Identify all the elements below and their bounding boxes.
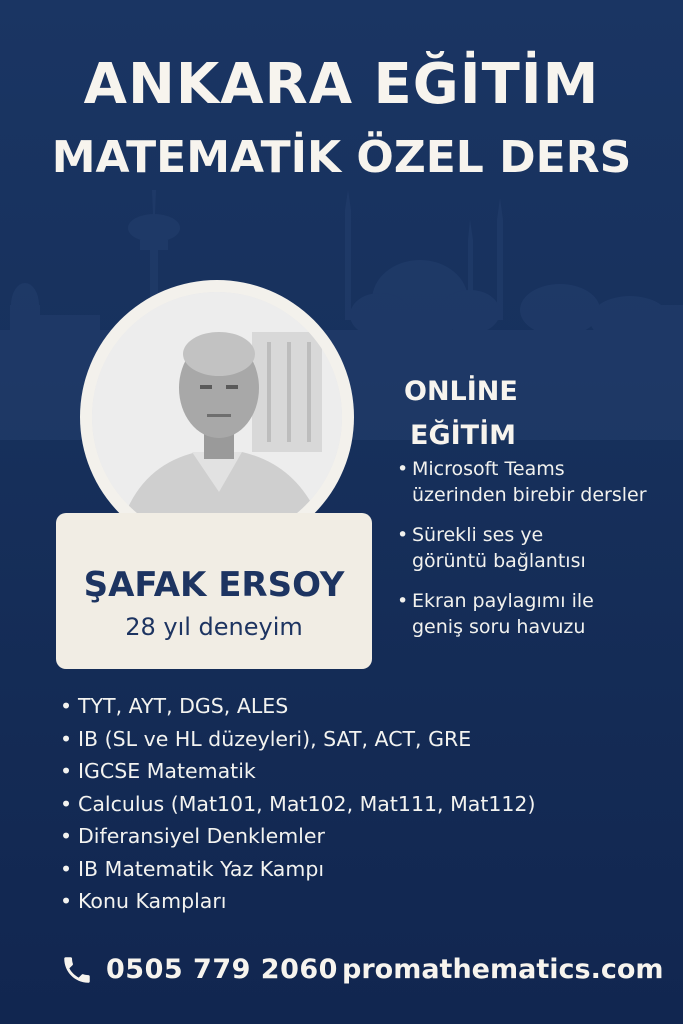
online-heading-line2: EĞİTİM [410, 420, 516, 451]
contact-footer [60, 950, 664, 990]
online-feature-item [396, 456, 683, 508]
online-feature-line: üzerinden birebir dersler [412, 484, 647, 506]
course-item: • IGCSE Matematik [58, 755, 535, 788]
phone-icon [60, 953, 94, 987]
online-feature-line: • Microsoft Teams [412, 458, 565, 480]
online-feature-line: geniş soru havuzu [412, 616, 586, 638]
headline-subtitle: MATEMATİK ÖZEL DERS [51, 132, 632, 183]
website-link[interactable]: promathematics.com [342, 954, 664, 985]
course-item: • Calculus (Mat101, Mat102, Mat111, Mat112) [58, 788, 535, 821]
portrait-illustration [92, 292, 342, 542]
phone-number[interactable]: 0505 779 2060 [106, 954, 338, 985]
experience-text: 28 yıl deneyim [125, 613, 303, 641]
course-item: • Konu Kampları [58, 885, 535, 918]
online-heading-line1: ONLİNE [404, 376, 518, 407]
online-education-heading [404, 370, 518, 458]
online-feature-item [396, 522, 683, 574]
profile-photo [92, 292, 342, 542]
course-item: • IB Matematik Yaz Kampı [58, 853, 535, 886]
online-feature-line: • Ekran paylagımı ile [412, 590, 594, 612]
headline-title: ANKARA EĞİTİM [83, 52, 600, 117]
course-item: • IB (SL ve HL düzeyleri), SAT, ACT, GRE [58, 723, 535, 756]
online-feature-item [396, 588, 683, 640]
course-item: • Diferansiyel Denklemler [58, 820, 535, 853]
online-features-list [396, 456, 683, 654]
teacher-name: ŞAFAK ERSOY [83, 565, 345, 605]
online-feature-line: • Sürekli ses ye [412, 524, 544, 546]
course-item: • TYT, AYT, DGS, ALES [58, 690, 535, 723]
online-feature-line: görüntü bağlantısı [412, 550, 586, 572]
name-card [56, 513, 372, 669]
courses-list [58, 690, 535, 918]
